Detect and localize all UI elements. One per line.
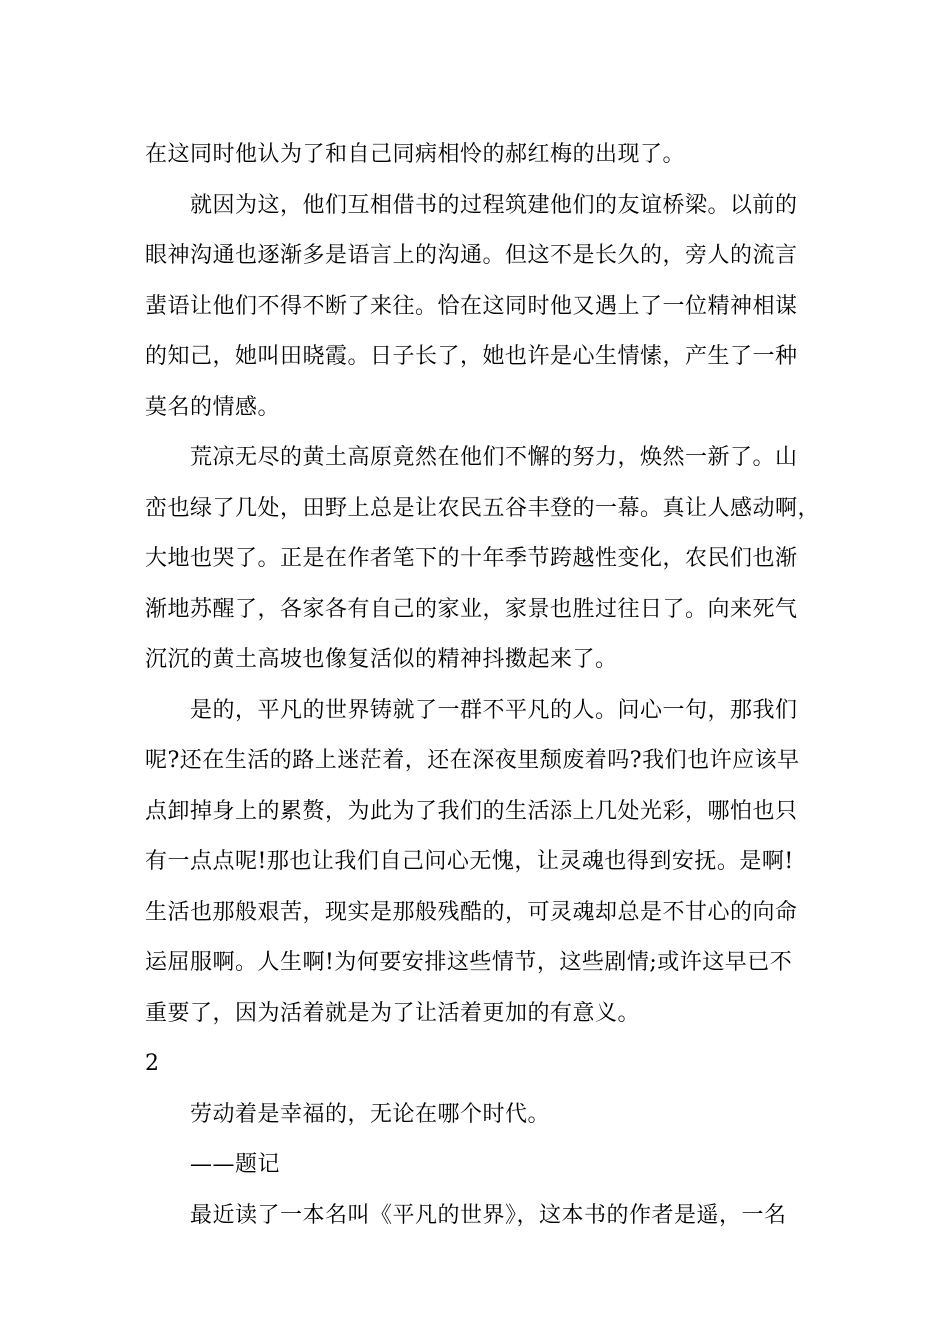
text-line: 在这同时他认为了和自己同病相怜的郝红梅的出现了。 <box>145 142 686 167</box>
text-line: 生活也那般艰苦，现实是那般残酷的，可灵魂却总是不甘心的向命 <box>145 899 798 925</box>
epigraph-line: 劳动着是幸福的，无论在哪个时代。 <box>190 1101 551 1127</box>
body-text <box>145 130 821 1241</box>
paragraph-start-line: 荒凉无尽的黄土高原竟然在他们不懈的努力，焕然一新了。山 <box>190 445 798 470</box>
section-number: 2 <box>145 1051 160 1076</box>
text-line: 沉沉的黄土高坡也像复活似的精神抖擞起来了。 <box>145 647 618 672</box>
text-line: 的知己，她叫田晓霞。日子长了，她也许是心生情愫，产生了一种 <box>145 344 798 369</box>
text-line: 重要了，因为活着就是为了让活着更加的有意义。 <box>145 1000 641 1026</box>
paragraph-start-line: 就因为这，他们互相借书的过程筑建他们的友谊桥梁。以前的 <box>190 192 798 218</box>
text-line: 峦也绿了几处，田野上总是让农民五谷丰登的一幕。真让人感动啊， <box>145 495 821 521</box>
paragraph-start-line: 是的，平凡的世界铸就了一群不平凡的人。问心一句，那我们 <box>190 697 798 723</box>
text-line: 点卸掉身上的累赘，为此为了我们的生活添上几处光彩，哪怕也只 <box>145 798 798 824</box>
text-line: 莫名的情感。 <box>145 394 281 420</box>
text-line: 大地也哭了。正是在作者笔下的十年季节跨越性变化，农民们也渐 <box>145 546 798 571</box>
text-line: 呢?还在生活的路上迷茫着，还在深夜里颓废着吗?我们也许应该早 <box>145 748 800 773</box>
text-line: 眼神沟通也逐渐多是语言上的沟通。但这不是长久的，旁人的流言 <box>145 243 798 268</box>
text-line: 渐地苏醒了，各家各有自己的家业，家景也胜过往日了。向来死气 <box>145 596 798 622</box>
text-line: 蜚语让他们不得不断了来往。恰在这同时他又遇上了一位精神相谋 <box>145 293 798 319</box>
epigraph-attribution: ——题记 <box>190 1152 281 1177</box>
text-line: 有一点点呢!那也让我们自己问心无愧，让灵魂也得到安抚。是啊! <box>145 849 794 874</box>
text-line: 运屈服啊。人生啊!为何要安排这些情节，这些剧情;或许这早已不 <box>145 950 793 975</box>
paragraph-start-line: 最近读了一本名叫《平凡的世界》，这本书的作者是遥，一名 <box>190 1202 787 1228</box>
